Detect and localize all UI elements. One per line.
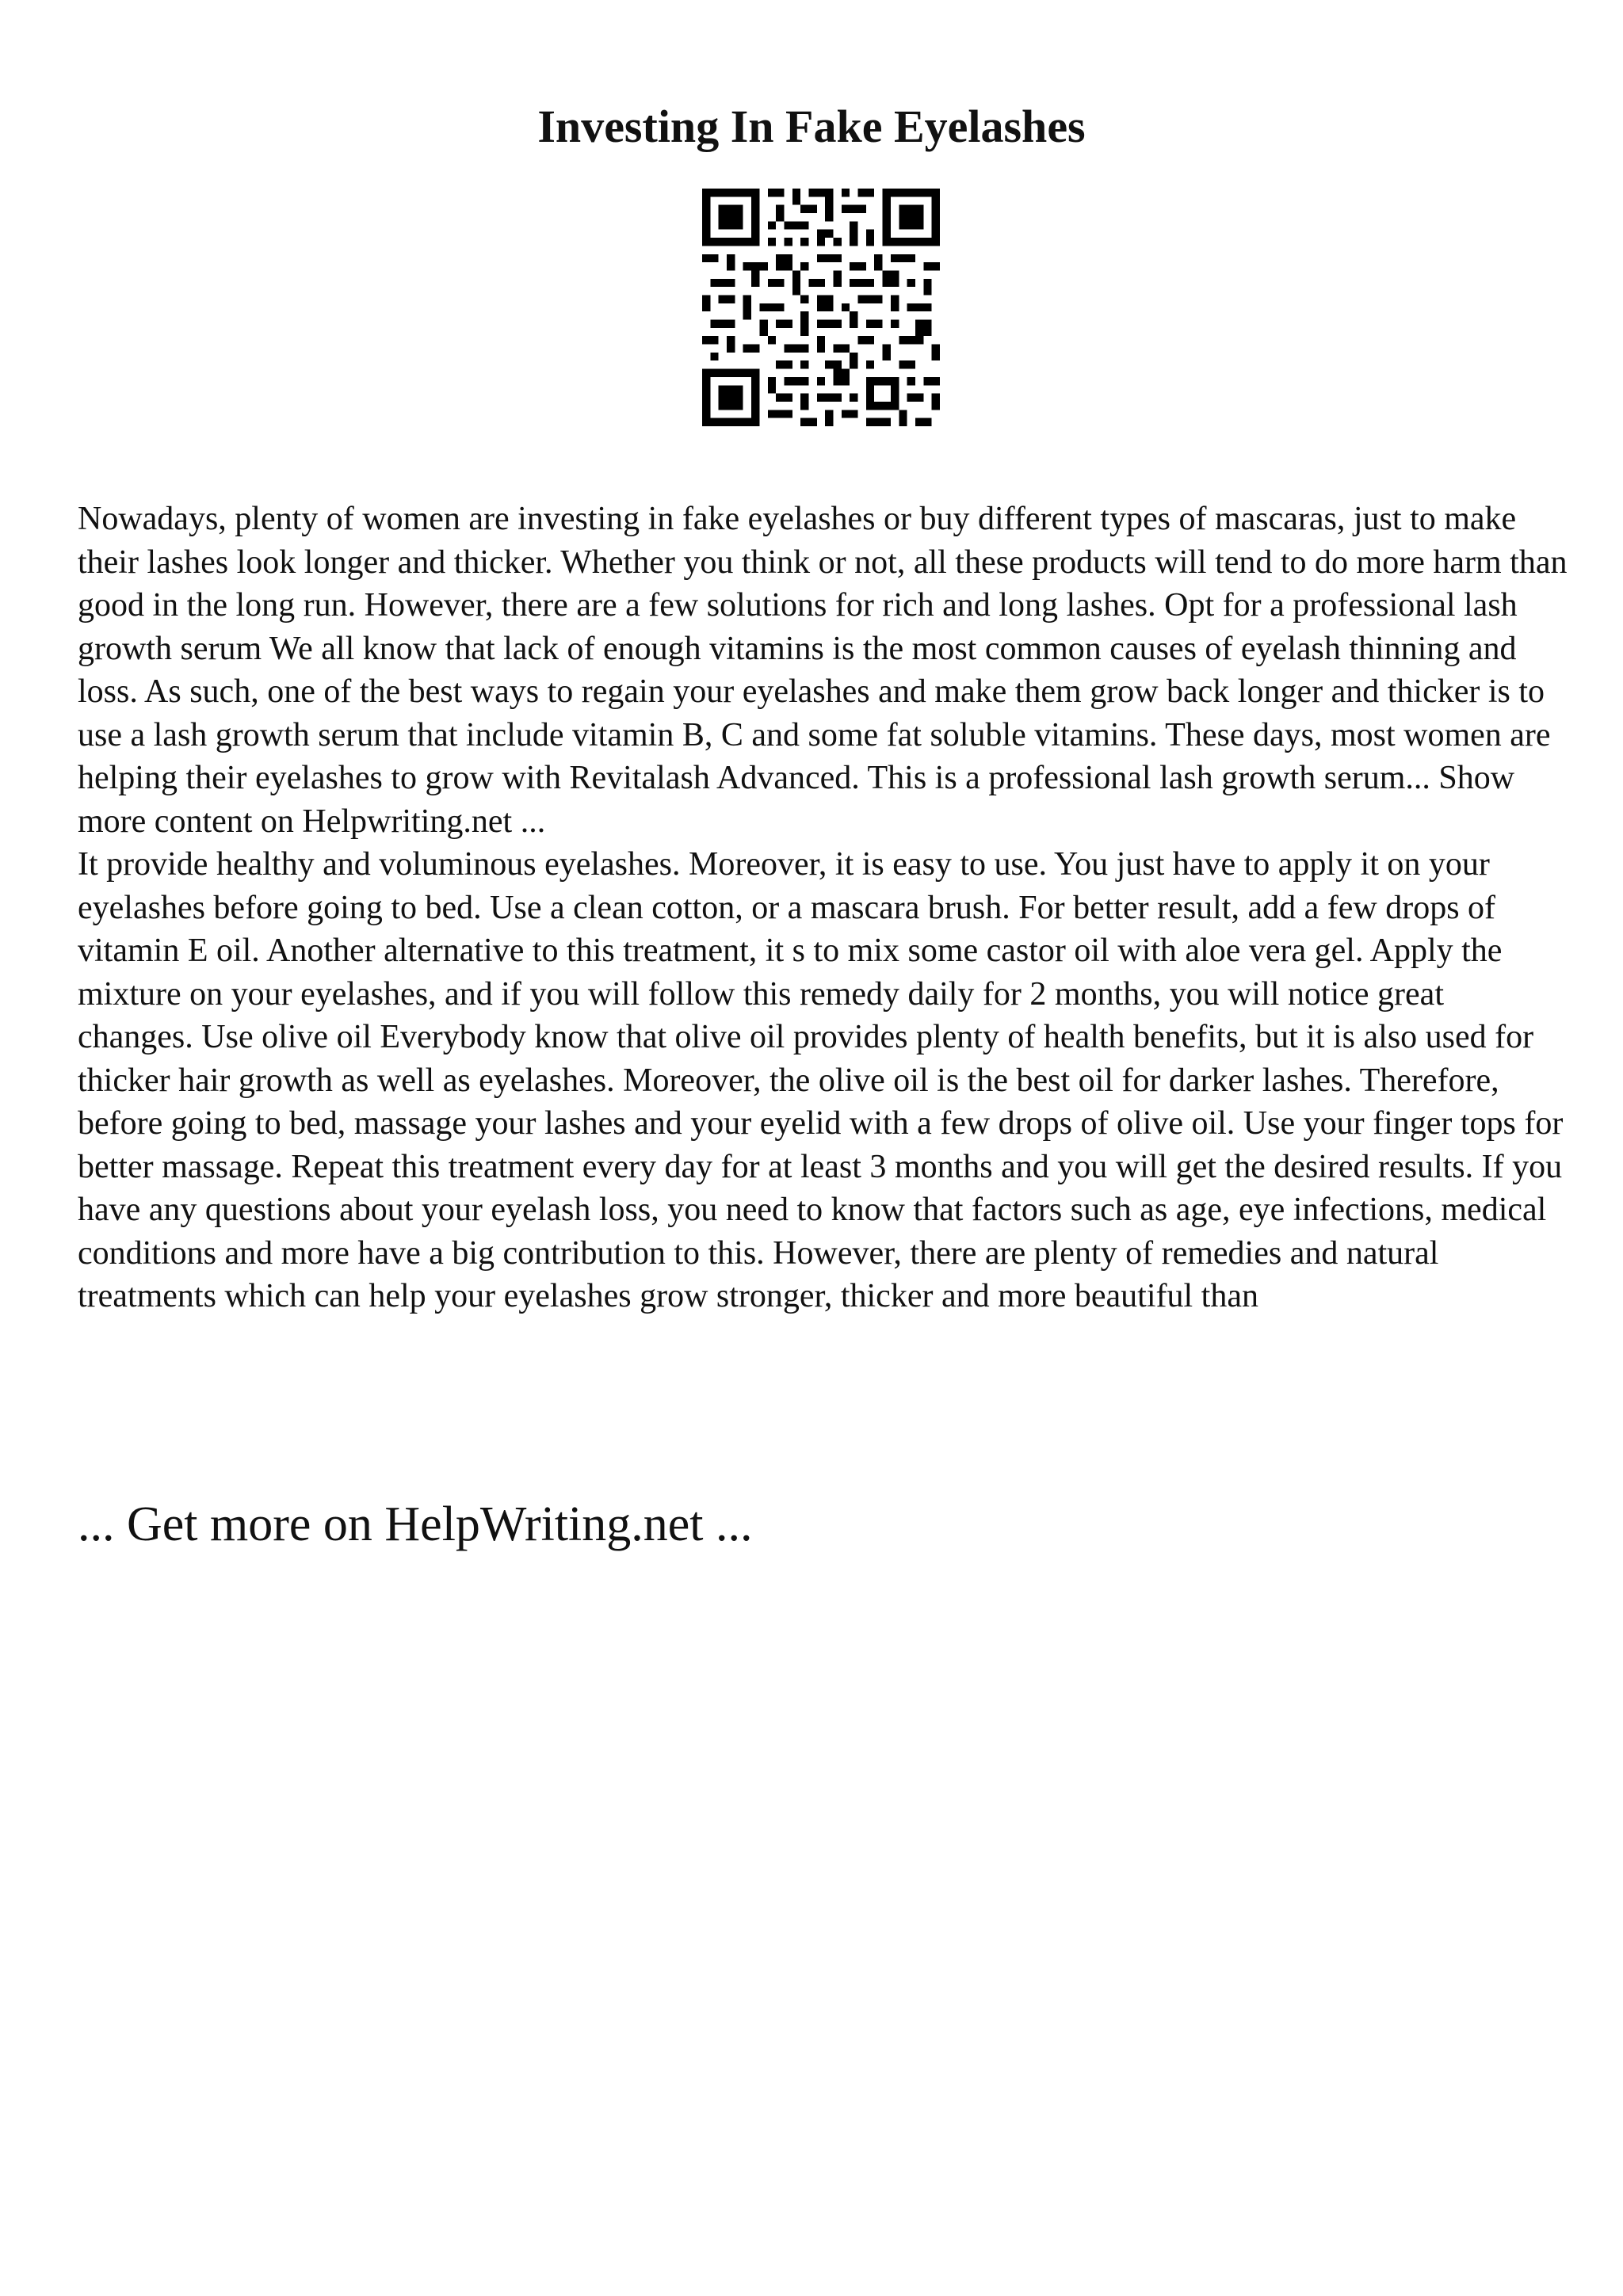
page-title: Investing In Fake Eyelashes [537, 101, 1086, 152]
paragraph-1: Nowadays, plenty of women are investing in fake eyelashes or buy different types of mascaras, just to make their lashes look longer and thicker. Whether you think or not, all these products will tend to do more harm than good in the long run. However, there are a few solutions for rich and long lashes. Opt for a professional lash growth serum We all know that lack of enough vitamins is the most common causes of eyelash thinning and loss. As such, one of the best ways to regain your eyelashes and make them grow back longer and thicker is to use a lash growth serum that include vitamin B, C and some fat soluble vitamins. These days, most women are helping their eyelashes to grow with Revitalash Advanced. This is a professional lash growth serum... Show more content on Helpwriting.net ... [78, 501, 1568, 840]
get-more-link[interactable]: ... Get more on HelpWriting.net ... [78, 1497, 753, 1551]
qr-code-icon[interactable] [702, 189, 940, 426]
paragraph-2: It provide healthy and voluminous eyelashes. Moreover, it is easy to use. You just have to apply it on your eyelashes before going to bed. Use a clean cotton, or a mascara brush. For better result, add a few drops of vitamin E oil. Another alternative to this treatment, it s to mix some castor oil with aloe vera gel. Apply the mixture on your eyelashes, and if you will follow this remedy daily for 2 months, you will notice great changes. Use olive oil Everybody know that olive oil provides plenty of health benefits, but it is also used for thicker hair growth as well as eyelashes. Moreover, the olive oil is the best oil for darker lashes. Therefore, before going to bed, massage your lashes and your eyelid with a few drops of olive oil. Use your finger tops for better massage. Repeat this treatment every day for at least 3 months and you will get the desired results. If you have any questions about your eyelash loss, you need to know that factors such as age, eye infections, medical conditions and more have a big contribution to this. However, there are plenty of remedies and natural treatments which can help your eyelashes grow stronger, thicker and more beautiful than [78, 846, 1564, 1314]
article-body [78, 498, 1568, 1318]
